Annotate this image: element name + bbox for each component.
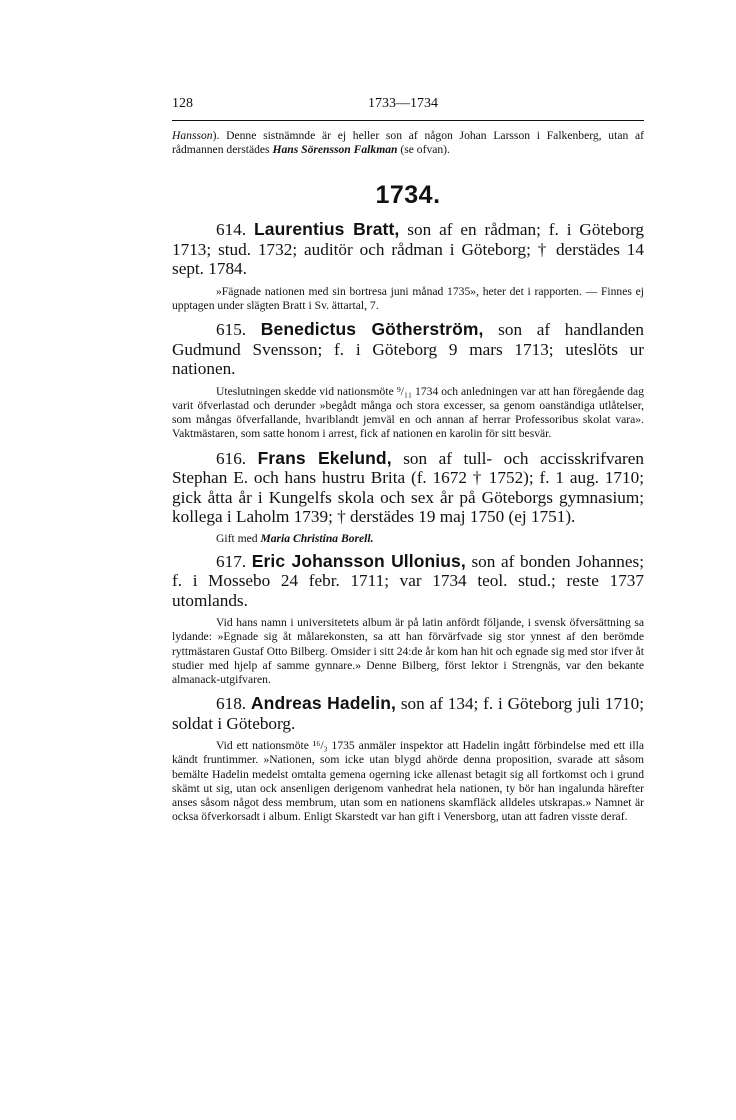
entry-name: Eric Johansson Ullonius, [251, 550, 466, 571]
entry-number: 616. [216, 448, 247, 468]
entry-618 [172, 694, 644, 824]
entry-body: son af 134; f. i Göteborg juli 1710; soldat i Göteborg. [172, 694, 644, 733]
entry-name: Benedictus Götherström, [260, 319, 484, 340]
year-heading: 1734. [375, 181, 441, 210]
running-head [172, 96, 644, 118]
entry-body: son af en rådman; f. i Göteborg 1713; stud. 1732; auditör och rådman i Göteborg; † derstädes 14 sept. 1784. [172, 220, 645, 279]
entry-body: son af handlanden Gudmund Svensson; f. i Göteborg 9 mars 1713; uteslöts ur nationen. [172, 320, 645, 379]
entry-text [172, 449, 644, 527]
entry-name: Frans Ekelund, [257, 447, 392, 468]
intro-name: Hansson [172, 129, 213, 142]
entry-number: 614. [216, 220, 247, 240]
entry-615 [172, 320, 644, 441]
book-page [172, 96, 644, 824]
spouse-name: Maria Christina Borell. [260, 531, 374, 545]
entry-note: Uteslutningen skedde vid nationsmöte ⁹/₁₁ 1734 och anledningen var att han föregående dag varit öfverlastad och derunder »begådt många och stora excesser, sa genom oanständiga utlåtelser, som mångas öfverfallande, hvariblandt jemväl en och annan af herrar Professoribus skolat vara». Vaktmästaren, som satte honom i arrest, fick af nationen en karolin för sitt besvär. [172, 384, 644, 441]
running-head-years: 1733—1734 [368, 96, 438, 111]
entry-body: son af tull- och accisskrifvaren Stephan E. och hans hustru Brita (f. 1672 † 1752); f. 1 aug. 1710; gick åtta år i Kungelfs skola och sex år på Göteborgs gymnasium; kollega i Laholm 1739; † derstädes 19 maj 1750 (ej 1751). [172, 448, 644, 527]
gift-prefix: Gift med [216, 531, 261, 545]
entry-text [172, 694, 644, 733]
intro-paragraph [172, 129, 644, 157]
entry-number: 618. [216, 694, 247, 714]
intro-bold-name: Hans Sörensson Falkman [272, 143, 398, 157]
intro-text-1: ). Denne sistnämnde är ej heller son af någon Johan Larsson i Falkenberg, utan af rådmannen derstädes [172, 129, 644, 157]
entry-number: 617. [216, 551, 247, 571]
intro-text-2: (se ofvan). [397, 143, 450, 157]
entry-text [172, 220, 644, 279]
entry-note: Vid hans namn i universitetets album är på latin anfördt följande, i svensk öfversättning sa lydande: »Egnade sig åt målarekonsten, sa att han förvärfvade sig stor ynnest af den berömde ryttmästaren Gustaf Otto Bilberg. Omsider i sitt 24:de år kom han hit och egnade sig med stor ifver åt studier med hjelp af samme gynnare.» Denne Bilberg, först lektor i Strengnäs, var den bekante almanack-utgifvaren. [172, 616, 644, 686]
entry-note: »Fägnade nationen med sin bortresa juni månad 1735», heter det i rapporten. — Finnes ej upptagen under slägten Bratt i Sv. ättartal, 7. [172, 284, 644, 313]
entry-name: Laurentius Bratt, [254, 219, 400, 240]
entry-617 [172, 552, 644, 688]
header-rule [172, 120, 644, 121]
entry-614 [172, 220, 644, 313]
entry-body: son af bonden Johannes; f. i Mossebo 24 febr. 1711; var 1734 teol. stud.; reste 1737 utomlands. [172, 551, 644, 610]
entry-name: Andreas Hadelin, [250, 693, 397, 714]
entry-616 [172, 449, 644, 545]
entry-text [172, 320, 644, 379]
entry-number: 615. [216, 320, 247, 340]
entry-marriage-note [172, 532, 644, 545]
entry-note: Vid ett nationsmöte ¹⁶/₃ 1735 anmäler inspektor att Hadelin ingått förbindelse med ett illa kändt fruntimmer. »Nationen, som icke utan blygd ahörde denna proposition, svarade att såsom bemälte Hadelin medelst omtalta gemena ogerning icke allenast betagit sig all fortkomst och i grund skämt ut sig, utan ock ansenligen derigenom vanhedrat hela nationen, ty bör han ingalunda härefter anses såsom något dess membrum, utan som en nationens skamfläck alldeles utskrapas.» Namnet är ocksa öfverkorsadt i album. Enligt Skarstedt var han gift i Venersborg, utan att fadren visste deraf. [172, 739, 644, 824]
page-number: 128 [172, 96, 193, 111]
entry-text [172, 552, 644, 611]
